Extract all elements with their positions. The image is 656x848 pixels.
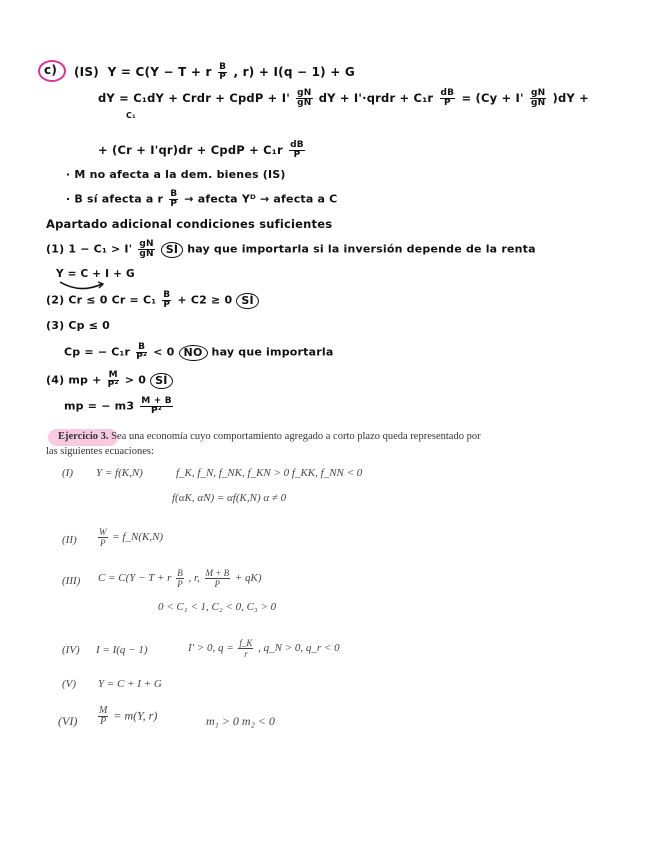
equation-2-number: (II) <box>62 534 77 546</box>
equation-6-conditions: m₁ > 0 m₂ < 0 <box>206 714 275 728</box>
condition-1-note: Y = C + I + G <box>56 268 135 280</box>
equation-2: $\frac{W}{P}$ = f_N(K,N) <box>99 527 164 548</box>
bullet-b: · B sí afecta a r $\frac{B}{P}$ → afecta Yᴰ → afecta a C <box>66 189 338 209</box>
condition-3: (3) Cp ≤ 0 <box>46 319 111 332</box>
equation-1-number: (I) <box>62 467 73 479</box>
condition-4: (4) mp + $\frac{M}{\text{P²}}$ > 0 SÍ <box>46 371 173 390</box>
exercise-intro: Ejercicio 3. Sea una economía cuyo comportamiento agregado a corto plazo queda representado por <box>58 431 481 442</box>
equation-5-number: (V) <box>62 678 77 690</box>
section-heading: Apartado adicional condiciones suficientes <box>46 217 333 231</box>
condition-4-detail: mp = − m3 $\frac{M + B}{\text{P²}}$ <box>64 396 172 416</box>
equation-6: $\frac{M}{P}$ = m(Y, r) <box>99 705 158 727</box>
equation-4-number: (IV) <box>62 644 80 656</box>
equation-3-conditions: 0 < C₁ < 1, C₂ < 0, C₃ > 0 <box>158 601 277 613</box>
bullet-m: · M no afecta a la dem. bienes (IS) <box>66 168 286 181</box>
answer-circle: SÍ <box>150 373 172 389</box>
c-label: c) <box>44 63 57 77</box>
fraction: $\frac{B}{P}$ <box>219 62 227 82</box>
answer-circle: SÍ <box>161 242 183 258</box>
equation-5: Y = C + I + G <box>98 678 162 690</box>
equation-3-number: (III) <box>62 575 81 587</box>
condition-1: (1) 1 − C₁ > I' $\frac{gN}{gN}$ SÍ hay que importarla si la inversión depende de la renta <box>46 239 536 259</box>
equation-1: Y = f(K,N) <box>96 467 143 479</box>
condition-2: (2) Cr ≤ 0 Cr = C₁ $\frac{B}{P}$ + C2 ≥ 0 SÍ <box>46 291 259 310</box>
answer-circle: NO <box>179 345 208 361</box>
equation-4: I = I(q − 1) <box>96 644 148 656</box>
subscript-note: C₁ <box>126 111 136 120</box>
condition-3-detail: Cp = − C₁r $\frac{B}{\text{P²}}$ < 0 NO hay que importarla <box>64 342 334 362</box>
answer-circle: SÍ <box>236 293 258 309</box>
equation-1-conditions: f_K, f_N, f_NK, f_KN > 0 f_KK, f_NN < 0 <box>176 467 363 479</box>
equation-3: C = C(Y − T + r $\frac{B}{P}$ , r, $\frac{M + B}{P}$ + qK) <box>98 568 262 589</box>
exercise-intro-2: las siguientes ecuaciones: <box>46 446 154 457</box>
equation-6-number: (VI) <box>58 714 78 728</box>
differential-line-2: + (Cr + I'qr)dr + CpdP + C₁r $\frac{dB}{P}$ <box>98 140 304 160</box>
equation-4-conditions: I' > 0, q = $\frac{f\_K}{r}$ , q_N > 0, q_r < 0 <box>188 638 340 659</box>
differential-line: dY = C₁dY + Crdr + CpdP + I' $\frac{gN}{gN}$ dY + I'·qrdr + C₁r $\frac{dB}{P}$ = (Cy + I' $\frac{gN}{gN}$ )dY + <box>98 88 590 108</box>
equation-1-homogeneity: f(αK, αN) = αf(K,N) α ≠ 0 <box>172 492 287 504</box>
is-equation: (IS) Y = C(Y − T + r $\frac{B}{P}$ , r) + I(q − 1) + G <box>74 62 355 82</box>
